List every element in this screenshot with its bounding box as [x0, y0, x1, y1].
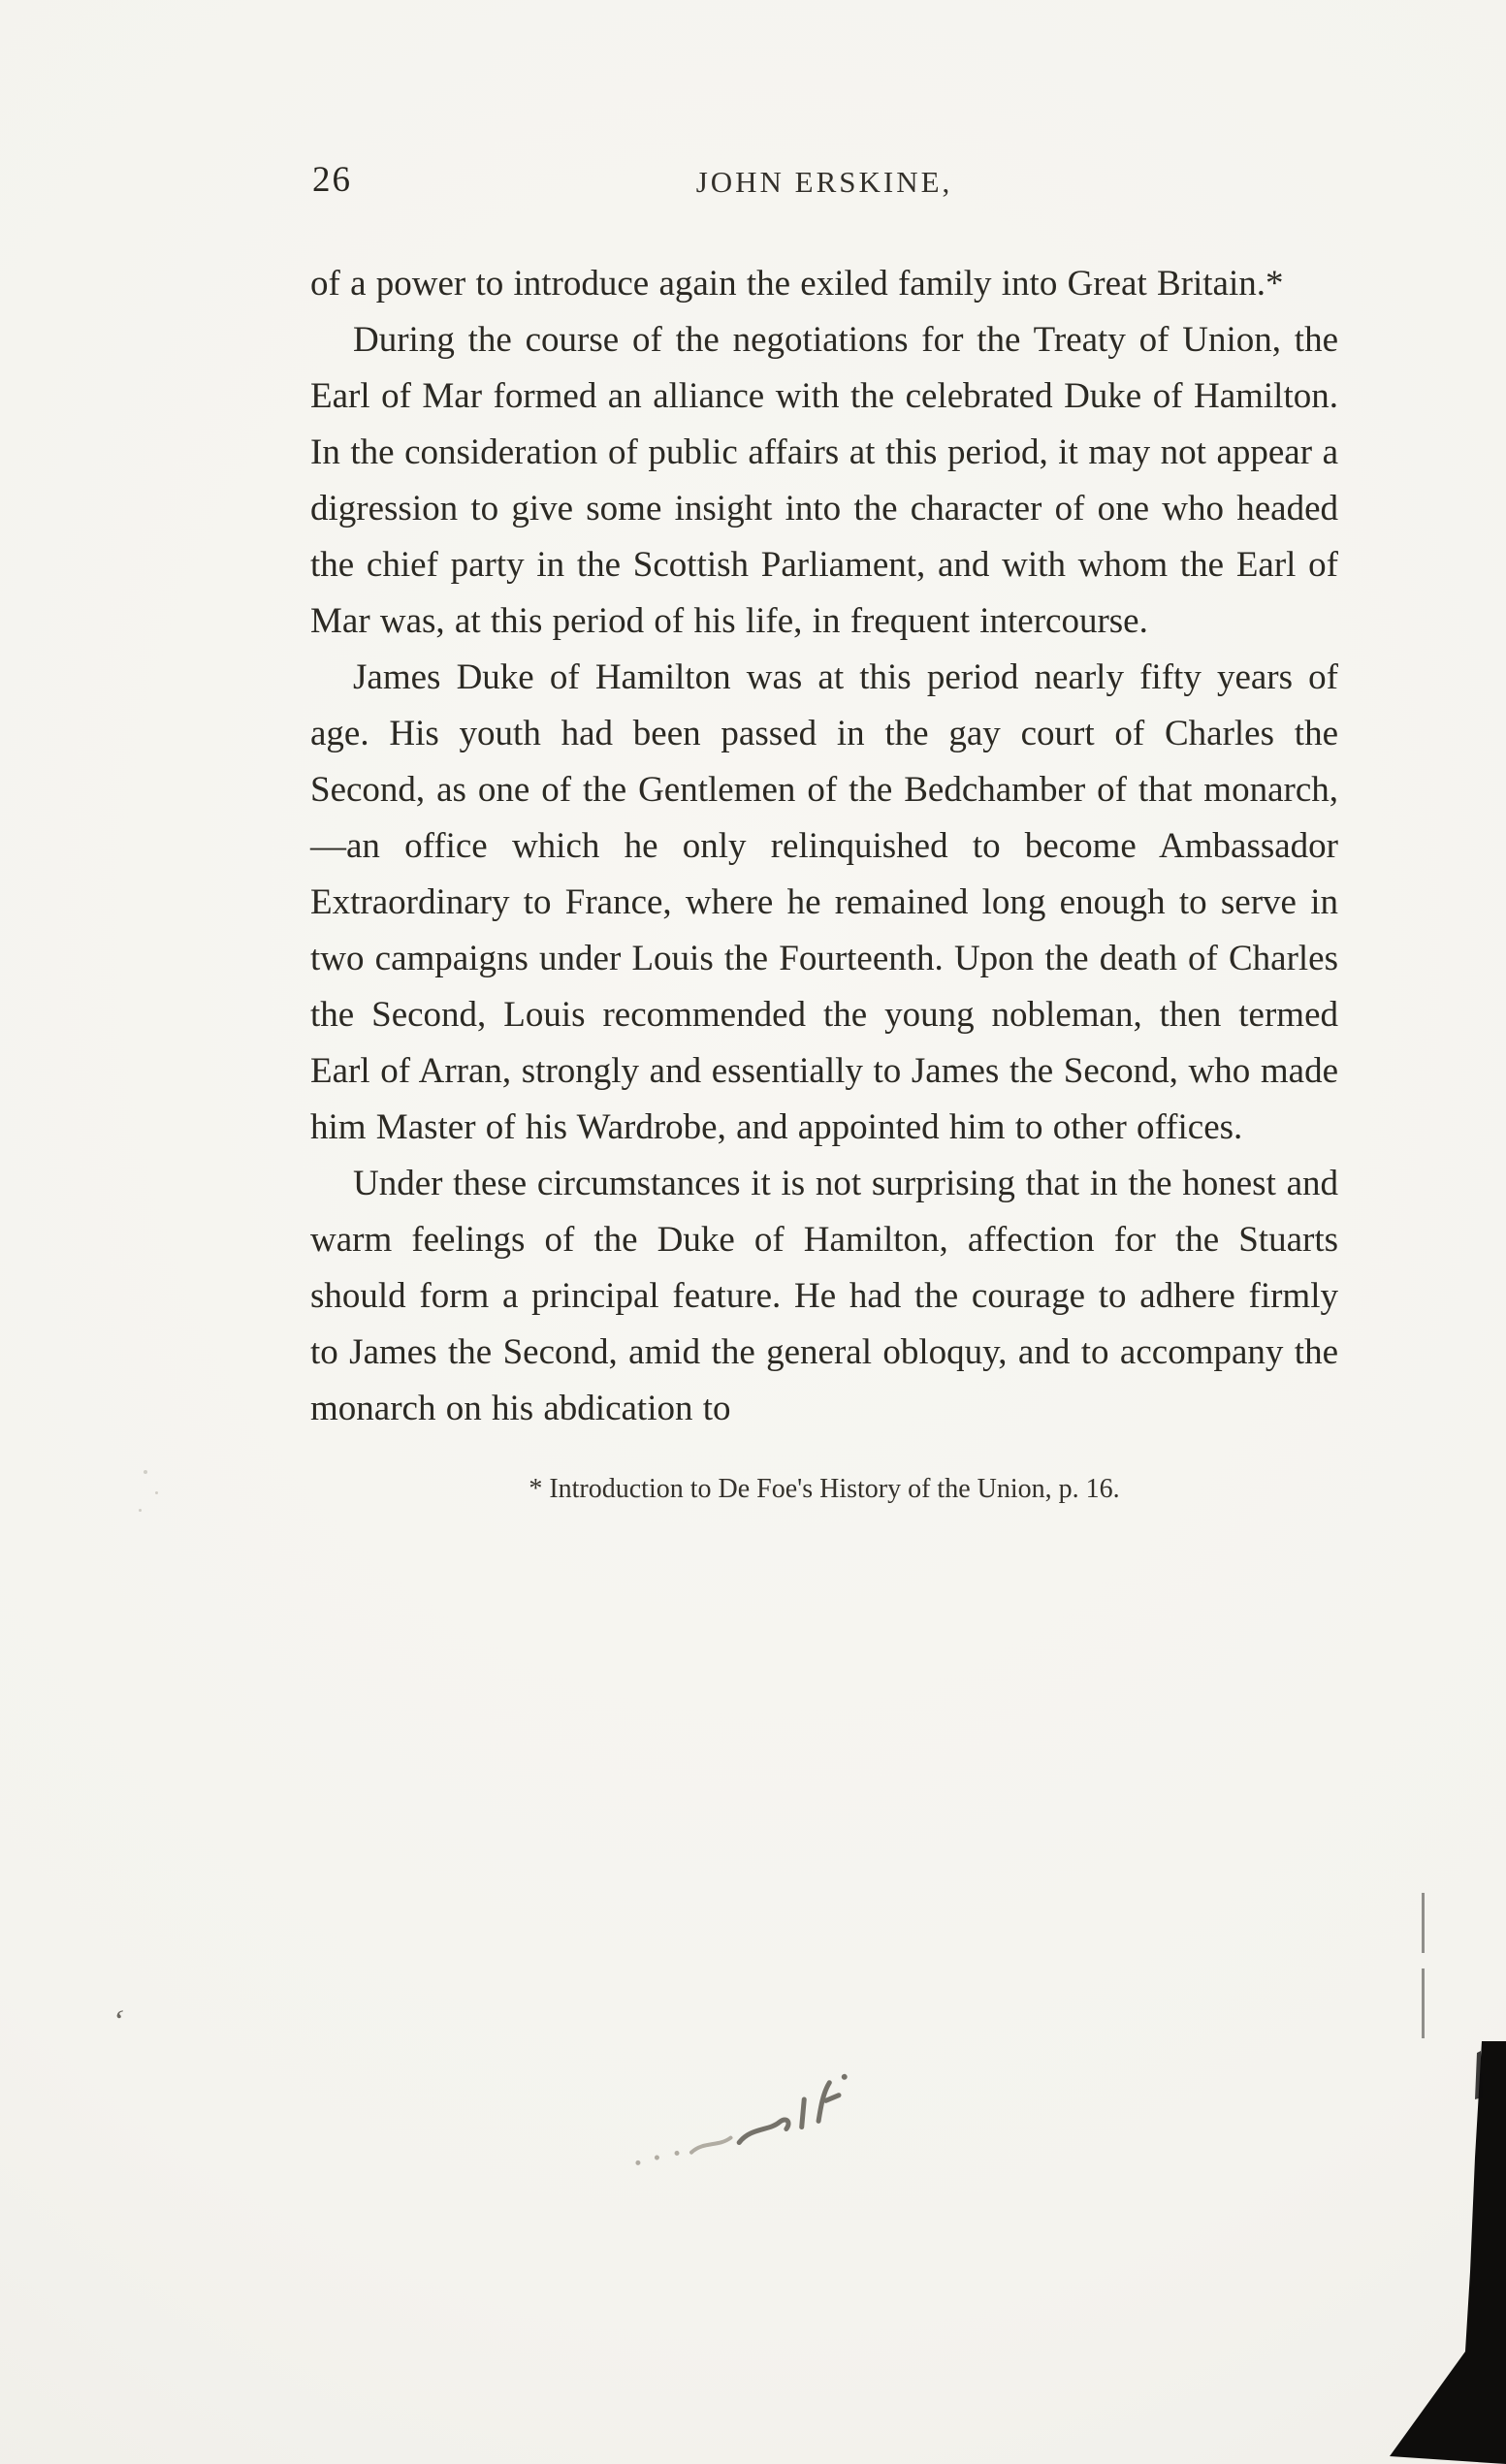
- body-text: [310, 256, 1338, 1507]
- dust-speck: [155, 1491, 158, 1494]
- running-head: JOHN ERSKINE,: [695, 165, 953, 199]
- dust-speck: [144, 1470, 147, 1474]
- scan-edge-line: [1422, 1893, 1425, 1953]
- paragraph-3: James Duke of Hamilton was at this period nearly fifty years of age. His youth had been passed in the gay court of Charles the Second, as one of the Gentlemen of the Bedchamber of that monarch,—an office which he only relinquished to become Ambassador Extraordinary to France, where he remained long enough to serve in two campaigns under Louis the Fourteenth. Upon the death of Charles the Second, Louis recommended the young nobleman, then termed Earl of Arran, strongly and essentially to James the Second, who made him Master of his Wardrobe, and appointed him to other offices.: [310, 657, 1338, 1147]
- scan-edge-line: [1422, 1968, 1425, 2038]
- ink-smudge: [616, 2058, 916, 2190]
- page-number: 26: [312, 160, 352, 200]
- paragraph-2: During the course of the negotiations for the Treaty of Union, the Earl of Mar formed an alliance with the celebrated Duke of Hamilton. In the consideration of public affairs at this period, it may not appear a digression to give some insight into the character of one who headed the chief party in the Scottish Parliament, and with whom the Earl of Mar was, at this period of his life, in frequent intercourse.: [310, 320, 1338, 641]
- stray-pen-mark: ʻ: [109, 2002, 128, 2040]
- scan-edge-blob: [1351, 2041, 1506, 2464]
- paragraph-1: of a power to introduce again the exiled family into Great Britain.*: [310, 264, 1284, 304]
- footnote: * Introduction to De Foe's History of the Union, p. 16.: [529, 1474, 1120, 1504]
- dust-speck: [139, 1509, 142, 1512]
- page-header: [310, 0, 1338, 213]
- paragraph-4: Under these circumstances it is not surprising that in the honest and warm feelings of the Duke of Hamilton, affection for the Stuarts should form a principal feature. He had the courage to adhere firmly to James the Second, amid the general obloquy, and to accompany the monarch on his abdication to: [310, 1164, 1338, 1428]
